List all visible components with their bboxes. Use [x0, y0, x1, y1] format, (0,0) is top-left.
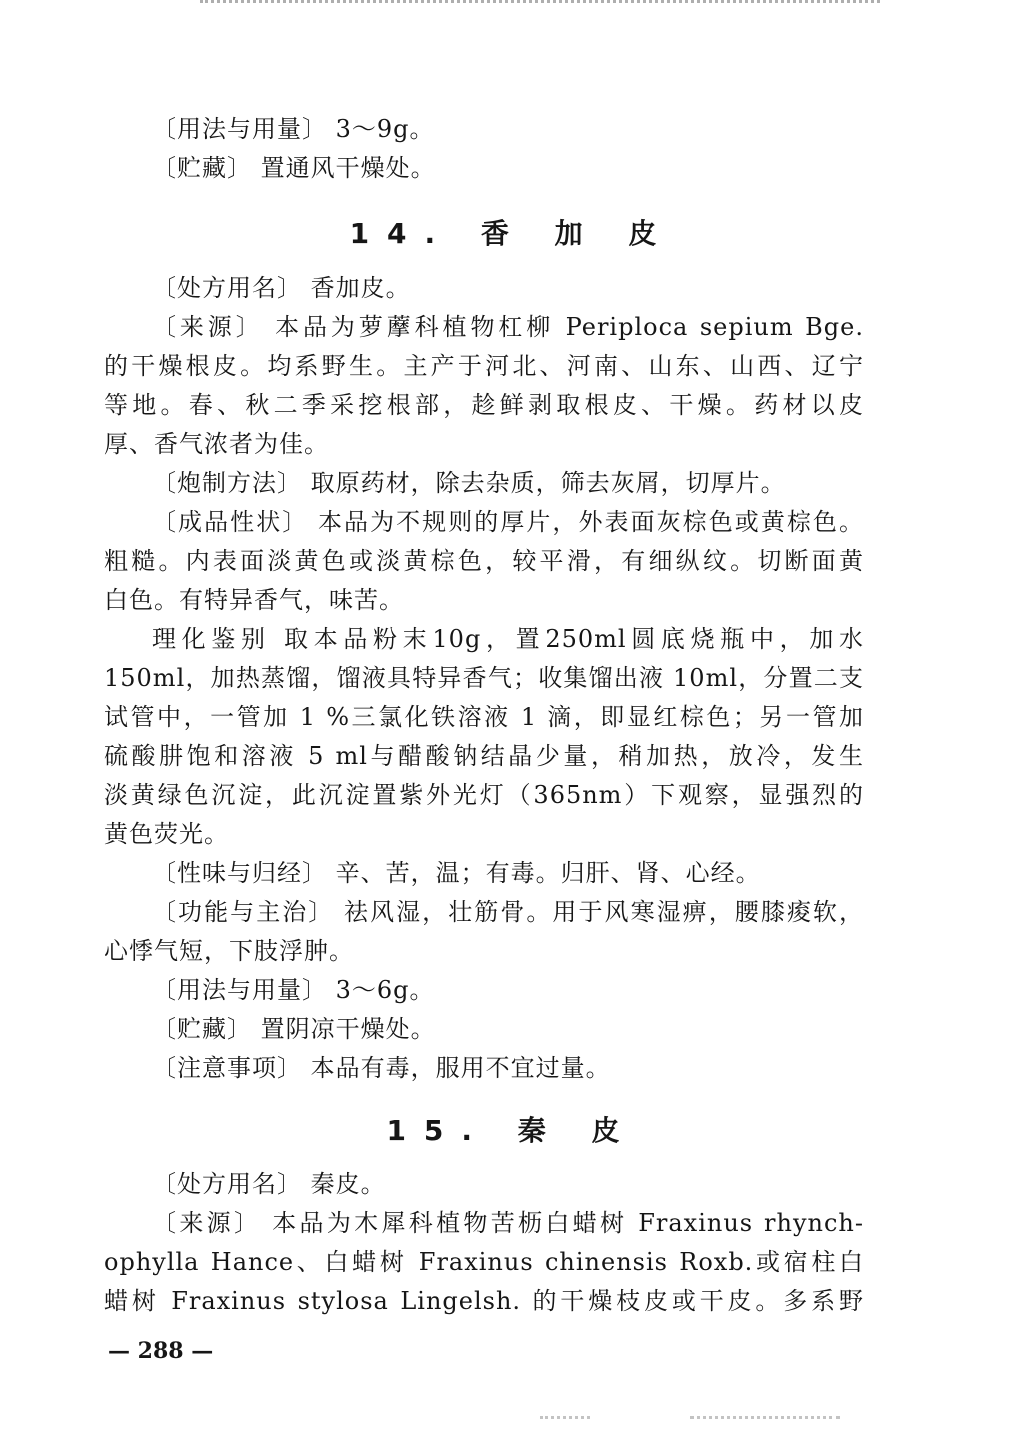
function-14-line-2: 心悸气短，下肢浮肿。: [104, 937, 354, 965]
source-14-line-2: 的干燥根皮。均系野生。主产于河北、河南、山东、山西、辽宁: [104, 352, 864, 380]
identification-14-line-1: 理化鉴别 取本品粉末10g，置250ml圆底烧瓶中，加水: [152, 625, 864, 653]
source-15-line-1: 〔来源〕 本品为木犀科植物苦枥白蜡树 Fraxinus rhynch-: [152, 1209, 864, 1237]
source-15-line-3: 蜡树 Fraxinus stylosa Lingelsh. 的干燥枝皮或干皮。多系野: [104, 1287, 864, 1315]
page-number: — 288 —: [108, 1338, 214, 1364]
source-14-line-3: 等地。春、秋二季采挖根部，趁鲜剥取根皮、干燥。药材以皮: [104, 391, 864, 419]
properties-14-line-3: 白色。有特异香气，味苦。: [104, 586, 404, 614]
scan-artifact-bottom-right: [690, 1416, 840, 1423]
function-14-line-1: 〔功能与主治〕 祛风湿，壮筋骨。用于风寒湿痹，腰膝痠软，: [152, 898, 864, 926]
usage-dosage-14: 〔用法与用量〕 3～6g。: [152, 976, 435, 1004]
precautions-14: 〔注意事项〕 本品有毒，服用不宜过量。: [152, 1054, 611, 1082]
scan-artifact-bottom-left: [540, 1416, 590, 1423]
source-15-line-2: ophylla Hance、白蜡树 Fraxinus chinensis Roxb.或宿柱白: [104, 1248, 864, 1276]
identification-14-line-4: 硫酸肼饱和溶液 5 ml与醋酸钠结晶少量，稍加热，放冷，发生: [104, 742, 864, 770]
section-heading-14: 14. 香 加 皮: [349, 217, 675, 250]
section-heading-15: 15. 秦 皮: [386, 1114, 638, 1147]
usage-dosage-13: 〔用法与用量〕 3～9g。: [152, 115, 435, 143]
processing-14: 〔炮制方法〕 取原药材，除去杂质，筛去灰屑，切厚片。: [152, 469, 786, 497]
identification-14-line-2: 150ml，加热蒸馏，馏液具特异香气；收集馏出液 10ml，分置二支: [104, 664, 864, 692]
nature-meridian-14: 〔性味与归经〕 辛、苦，温；有毒。归肝、肾、心经。: [152, 859, 761, 887]
prescription-name-15: 〔处方用名〕 秦皮。: [152, 1170, 386, 1198]
properties-14-line-2: 粗糙。内表面淡黄色或淡黄棕色，较平滑，有细纵纹。切断面黄: [104, 547, 864, 575]
prescription-name-14: 〔处方用名〕 香加皮。: [152, 274, 411, 302]
properties-14-line-1: 〔成品性状〕 本品为不规则的厚片，外表面灰棕色或黄棕色。: [152, 508, 864, 536]
scan-artifact-top: [200, 0, 880, 9]
identification-14-line-5: 淡黄绿色沉淀，此沉淀置紫外光灯（365nm）下观察，显强烈的: [104, 781, 864, 809]
source-14-line-4: 厚、香气浓者为佳。: [104, 430, 329, 458]
source-14-line-1: 〔来源〕 本品为萝藦科植物杠柳 Periploca sepium Bge.: [152, 313, 864, 341]
identification-14-line-6: 黄色荧光。: [104, 820, 229, 848]
identification-14-line-3: 试管中，一管加 1 %三氯化铁溶液 1 滴，即显红棕色；另一管加: [104, 703, 864, 731]
storage-14: 〔贮藏〕 置阴凉干燥处。: [152, 1015, 436, 1043]
storage-13: 〔贮藏〕 置通风干燥处。: [152, 154, 436, 182]
